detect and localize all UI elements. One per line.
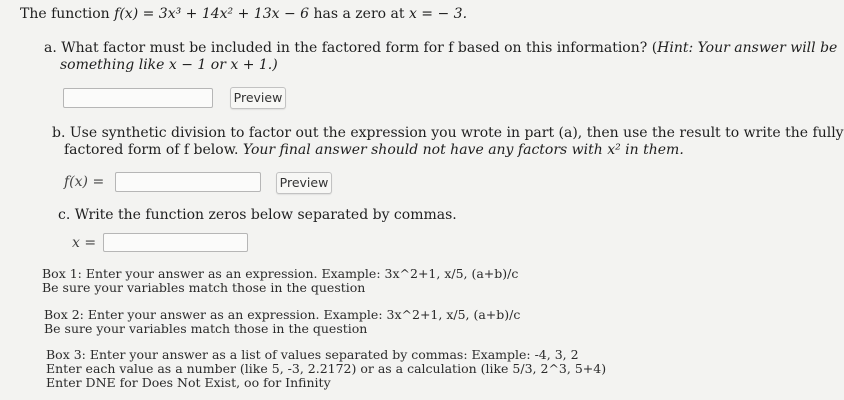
x-label: x = [72,235,97,251]
fx-label: f(x) = [64,174,105,190]
part-a-hint-line1: Hint: Your answer will be [657,40,838,56]
part-b-question-line1: b. Use synthetic division to factor out the expression you wrote in part (a), then use the result to write the fully [52,125,844,141]
part-b-question-text: factored form of f below. [64,142,239,158]
box1-note-line2: Be sure your variables match those in the question [42,280,366,295]
box1-note-line1: Box 1: Enter your answer as an expression. Example: 3x^2+1, x/5, (a+b)/c [42,266,519,281]
statement-prefix: The function [20,6,110,22]
part-b-question-line2 [64,142,684,159]
preview-button-a[interactable]: Preview [230,87,286,109]
box2-note-line1: Box 2: Enter your answer as an expression. Example: 3x^2+1, x/5, (a+b)/c [44,307,521,322]
part-a-question [44,40,837,57]
box3-note-line3: Enter DNE for Does Not Exist, oo for Infinity [46,375,331,390]
part-a-hint-line2: something like x − 1 or x + 1.) [60,57,278,73]
zero-value: x = − 3. [408,6,468,22]
function-expression: f(x) = 3x³ + 14x² + 13x − 6 [114,6,310,22]
part-b-emphasis: Your final answer should not have any factors with x² in them. [242,142,684,158]
statement-suffix: has a zero at [313,6,405,22]
preview-button-b[interactable]: Preview [276,172,332,194]
part-a-question-text: a. What factor must be included in the factored form for f based on this information? ( [44,40,658,56]
zeros-input[interactable] [103,233,248,252]
part-c-question: c. Write the function zeros below separated by commas. [58,207,457,223]
factor-input[interactable] [63,88,213,108]
box2-note-line2: Be sure your variables match those in the question [44,321,368,336]
factored-form-input[interactable] [115,172,261,192]
box3-note-line2: Enter each value as a number (like 5, -3, 2.2172) or as a calculation (like 5/3, 2^3, 5+4) [46,361,607,376]
problem-statement [20,6,467,23]
box3-note-line1: Box 3: Enter your answer as a list of values separated by commas: Example: -4, 3, 2 [46,347,579,362]
